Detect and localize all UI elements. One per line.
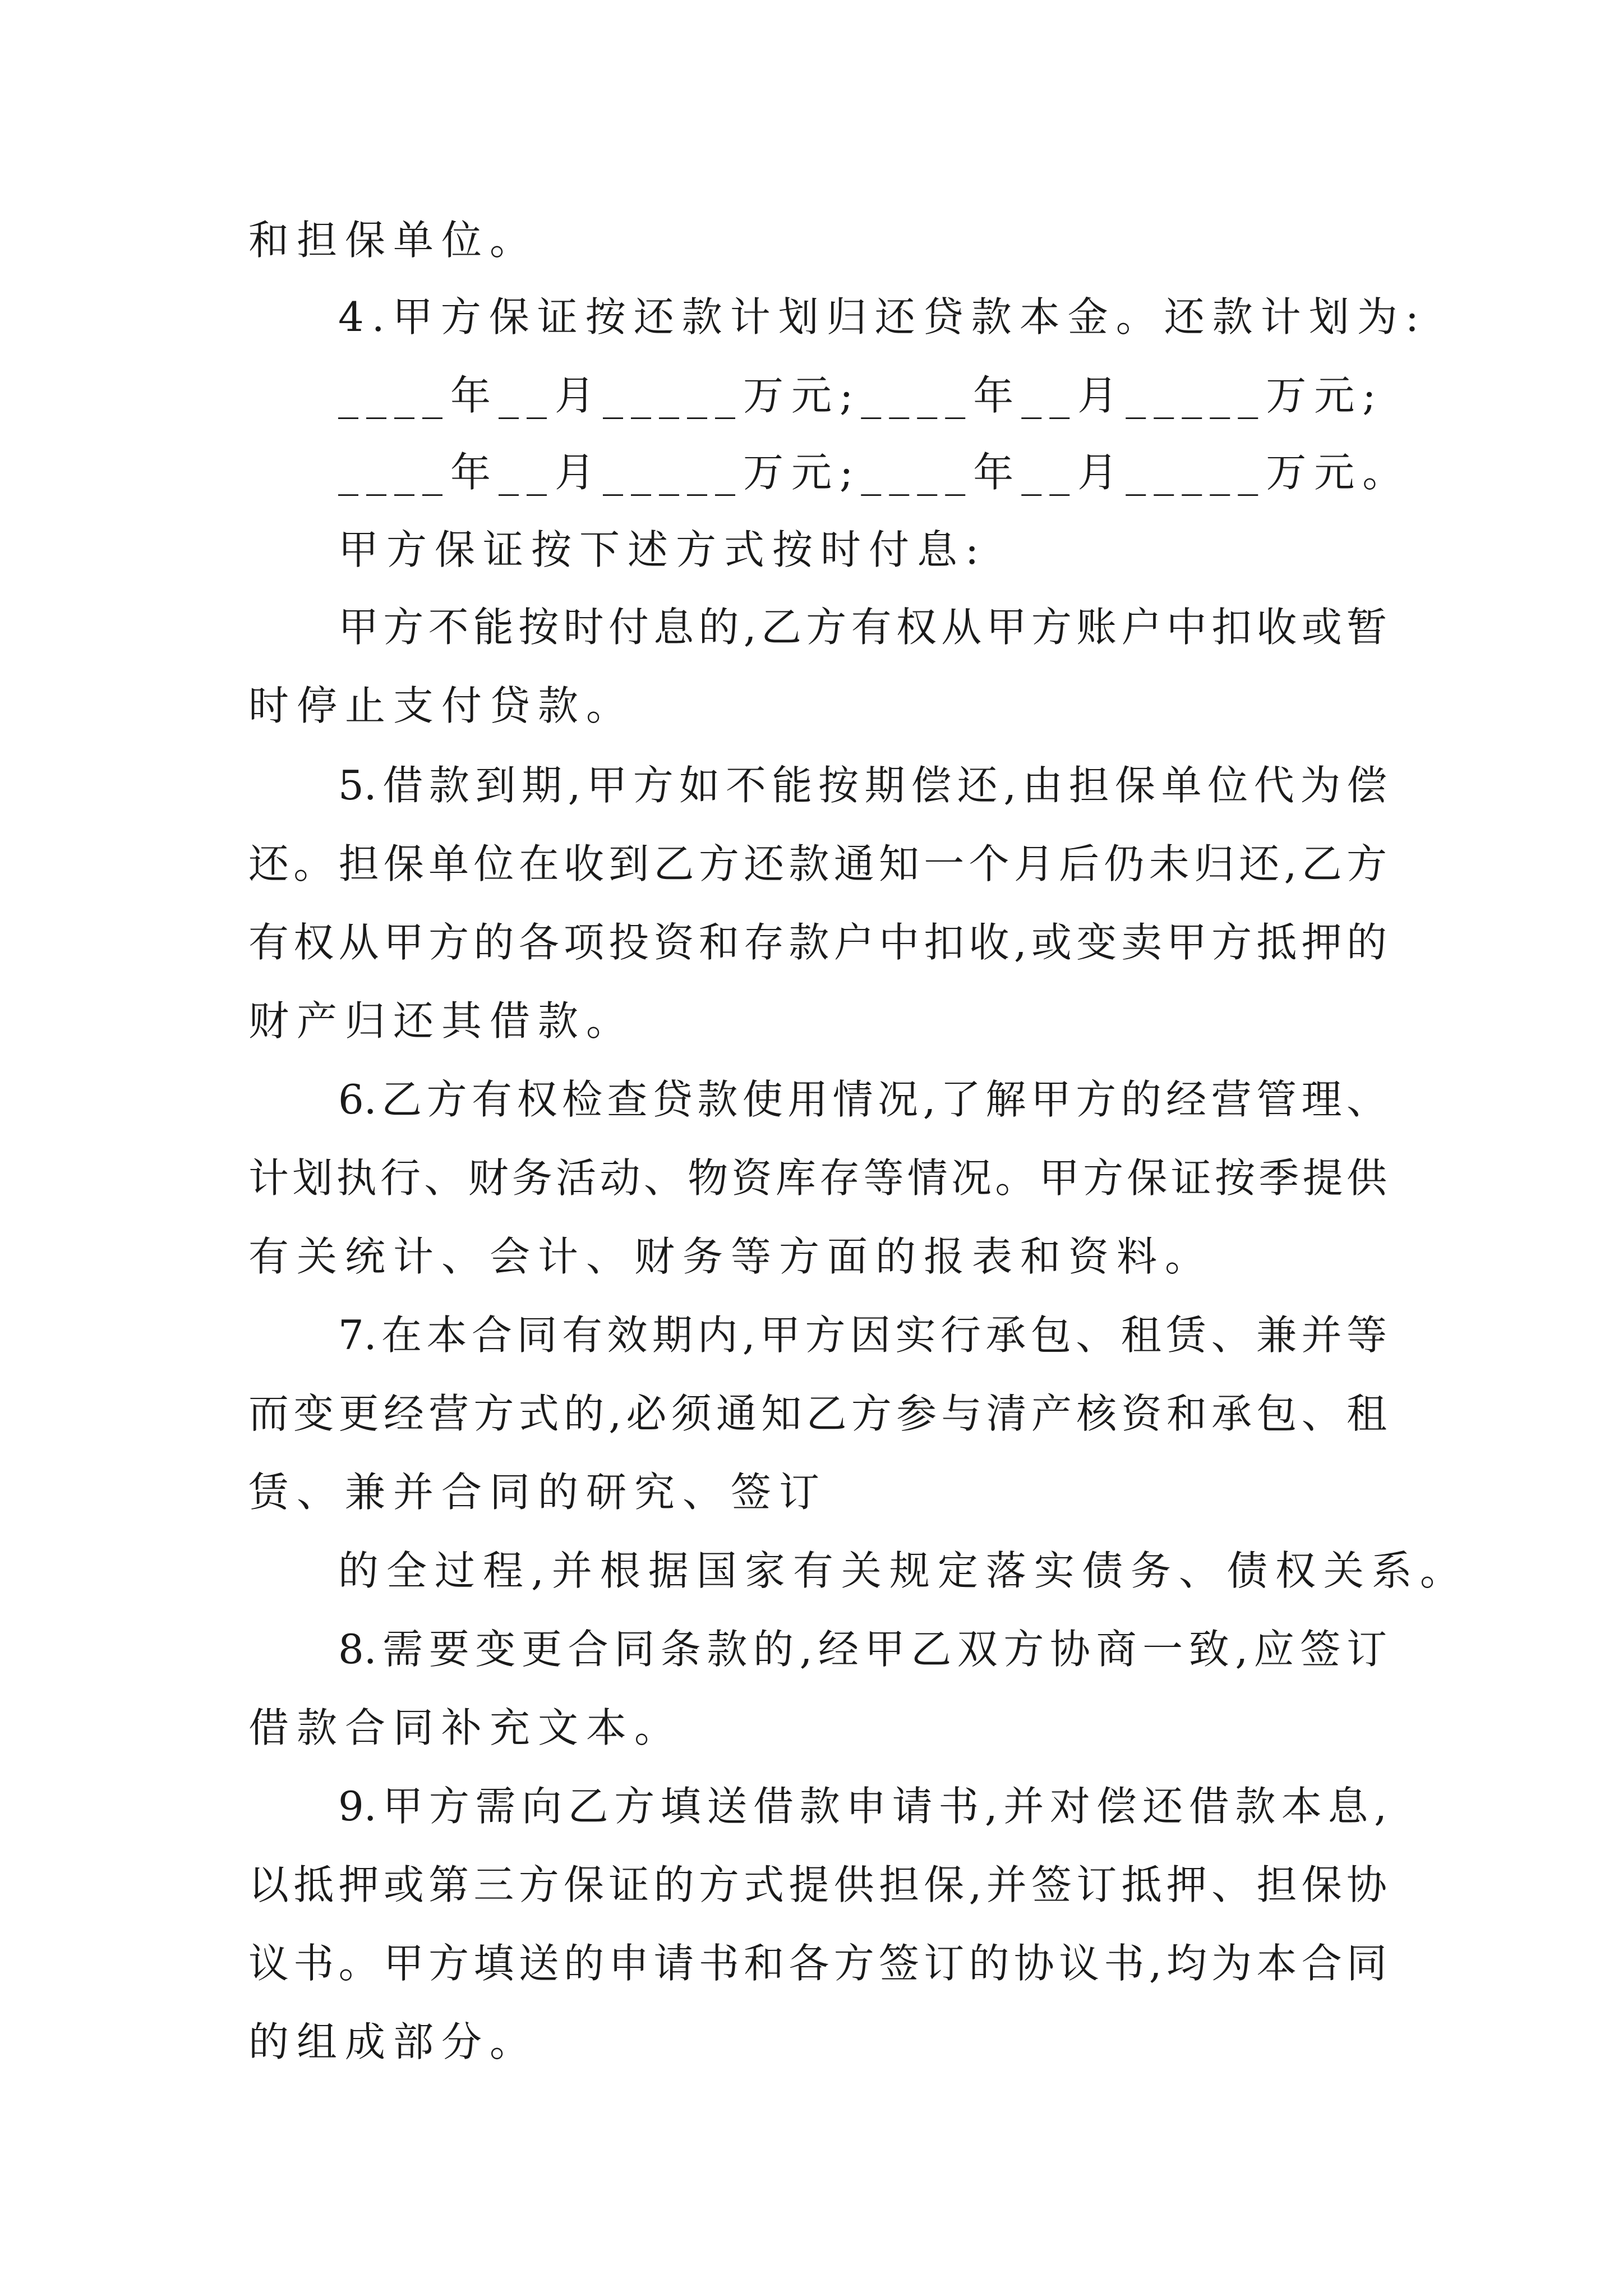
text-line: 6.乙方有权检查贷款使用情况,了解甲方的经营管理、 [338, 1076, 1387, 1123]
text-line: 时停止支付贷款。 [248, 682, 635, 729]
text-line: 9.甲方需向乙方填送借款申请书,并对偿还借款本息, [338, 1783, 1387, 1830]
text-line: 有关统计、会计、财务等方面的报表和资料。 [248, 1233, 1214, 1280]
text-line: 7.在本合同有效期内,甲方因实行承包、租赁、兼并等 [338, 1312, 1387, 1359]
text-line: 的全过程,并根据国家有关规定落实债务、债权关系。 [338, 1547, 1468, 1594]
text-line: 4.甲方保证按还款计划归还贷款本金。还款计划为: [338, 293, 1427, 341]
text-line: ____年__月_____万元;____年__月_____万元; [338, 372, 1384, 419]
text-line: 还。担保单位在收到乙方还款通知一个月后仍未归还,乙方 [248, 840, 1387, 887]
text-line: 和担保单位。 [248, 217, 538, 264]
text-line: ____年__月_____万元;____年__月_____万元。 [338, 449, 1411, 496]
text-line: 的组成部分。 [248, 2018, 538, 2065]
text-line: 而变更经营方式的,必须通知乙方参与清产核资和承包、租 [248, 1390, 1387, 1437]
text-line: 赁、兼并合同的研究、签订 [248, 1469, 828, 1516]
text-line: 借款合同补充文本。 [248, 1704, 683, 1751]
text-line: 5.借款到期,甲方如不能按期偿还,由担保单位代为偿 [338, 762, 1387, 809]
text-line: 甲方不能按时付息的,乙方有权从甲方账户中扣收或暂 [338, 604, 1387, 651]
text-line: 甲方保证按下述方式按时付息: [338, 526, 987, 573]
text-line: 以抵押或第三方保证的方式提供担保,并签订抵押、担保协 [248, 1861, 1387, 1908]
text-line: 有权从甲方的各项投资和存款户中扣收,或变卖甲方抵押的 [248, 919, 1387, 966]
text-line: 计划执行、财务活动、物资库存等情况。甲方保证按季提供 [248, 1154, 1387, 1202]
text-line: 议书。甲方填送的申请书和各方签订的协议书,均为本合同 [248, 1940, 1387, 1987]
text-line: 8.需要变更合同条款的,经甲乙双方协商一致,应签订 [338, 1626, 1387, 1673]
text-line: 财产归还其借款。 [248, 997, 635, 1045]
